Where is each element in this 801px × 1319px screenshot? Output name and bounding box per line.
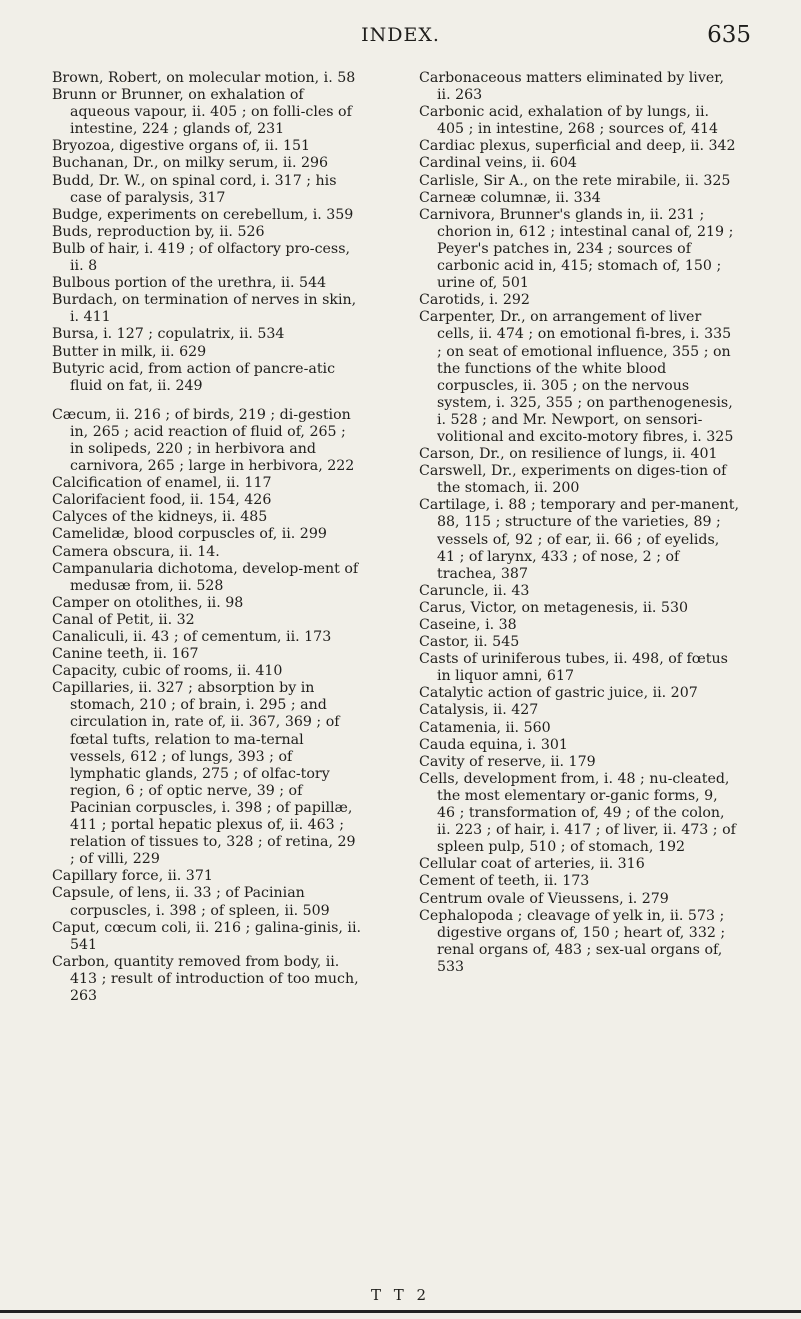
right-column xyxy=(419,70,739,976)
index-entry: Capacity, cubic of rooms, ii. 410 xyxy=(52,663,283,680)
index-entry: Calorifacient food, ii. 154, 426 xyxy=(52,492,272,509)
signature-mark: T T 2 xyxy=(370,1286,431,1304)
index-entry: Calyces of the kidneys, ii. 485 xyxy=(52,509,268,526)
index-entry: Buds, reproduction by, ii. 526 xyxy=(52,223,265,240)
index-entry: Cardiac plexus, superficial and deep, ii. 342 xyxy=(419,138,736,155)
index-entry: Carpenter, Dr., on arrangement of liver cells, ii. 474 ; on emotional fi-bres, i. 335 ; on seat of emotional influence, 355 ; on the functions of the white blood corpuscles, ii. 305 ; on the nervous system, i. 325, 355 ; on parthenogenesis, i. 528 ; and Mr. Newport, on sensori-volitional and excito-motory fibres, i. 325 xyxy=(419,309,734,445)
index-entry: Burdach, on termination of nerves in skin, i. 411 xyxy=(52,292,357,326)
index-entry: Canaliculi, ii. 43 ; of cementum, ii. 173 xyxy=(52,629,332,645)
index-entry: Catamenia, ii. 560 xyxy=(419,719,551,736)
index-entry: Caput, cœcum coli, ii. 216 ; galina-ginis, ii. 541 xyxy=(52,919,362,953)
index-entry: Bryozoa, digestive organs of, ii. 151 xyxy=(52,138,311,155)
index-entry: Carus, Victor, on metagenesis, ii. 530 xyxy=(419,599,688,616)
index-entry: Carnivora, Brunner's glands in, ii. 231 ; chorion in, 612 ; intestinal canal of, 219 ; Peyer's patches in, 234 ; sources of carbonic acid in, 415; stomach of, 150 ; urine of, 501 xyxy=(419,206,734,292)
index-entry: Carbon, quantity removed from body, ii. 413 ; result of introduction of too much, 263 xyxy=(52,953,359,1004)
index-entry: Casts of uriniferous tubes, ii. 498, of fœtus in liquor amni, 617 xyxy=(419,651,728,685)
index-entry: Carlisle, Sir A., on the rete mirabile, ii. 325 xyxy=(419,172,731,189)
index-entry: Cartilage, i. 88 ; temporary and per-manent, 88, 115 ; structure of the varieties, 89 ; vessels of, 92 ; of ear, ii. 66 ; of eyelids, 41 ; of larynx, 433 ; of nose, 2 ; of trachea, 387 xyxy=(419,497,739,582)
index-entry: Cavity of reserve, ii. 179 xyxy=(419,753,596,770)
index-entry: Cellular coat of arteries, ii. 316 xyxy=(419,856,645,873)
index-entry: Castor, ii. 545 xyxy=(419,634,520,651)
index-entry: Camper on otolithes, ii. 98 xyxy=(52,594,244,611)
index-entry: Butyric acid, from action of pancre-atic fluid on fat, ii. 249 xyxy=(52,360,336,394)
index-entry: Canine teeth, ii. 167 xyxy=(52,646,199,663)
index-entry: Calcification of enamel, ii. 117 xyxy=(52,475,272,492)
index-entry: Caseine, i. 38 xyxy=(419,617,517,633)
page-number: 635 xyxy=(707,22,751,48)
index-entry: Brunn or Brunner, on exhalation of aqueous vapour, ii. 405 ; on folli-cles of intestine, 224 ; glands of, 231 xyxy=(52,87,352,138)
index-entry: Cæcum, ii. 216 ; of birds, 219 ; di-gestion in, 265 ; acid reaction of fluid of, 265 ; in solipeds, 220 ; in herbivora and carnivora, 265 ; large in herbivora, 222 xyxy=(52,406,355,475)
index-entry: Budd, Dr. W., on spinal cord, i. 317 ; his case of paralysis, 317 xyxy=(52,172,337,206)
index-entry: Catalysis, ii. 427 xyxy=(419,702,539,719)
index-entry: Carotids, i. 292 xyxy=(419,292,530,309)
index-entry: Capillaries, ii. 327 ; absorption by in stomach, 210 ; of brain, i. 295 ; and circulation in, rate of, ii. 367, 369 ; of fœtal tufts, relation to ma-ternal vessels, 612 ; of lungs, 393 ; of lymphatic glands, 275 ; of olfac-tory region, 6 ; of optic nerve, 39 ; of Pacinian corpuscles, i. 398 ; of papillæ, 411 ; portal hepatic plexus of, ii. 463 ; relation of tissues to, 328 ; of retina, 29 ; of villi, 229 xyxy=(52,680,356,868)
bottom-rule xyxy=(0,1310,801,1313)
index-entry: Buchanan, Dr., on milky serum, ii. 296 xyxy=(52,155,329,172)
index-entry: Bulb of hair, i. 419 ; of olfactory pro-cess, ii. 8 xyxy=(52,240,351,275)
index-entry: Budge, experiments on cerebellum, i. 359 xyxy=(52,206,354,223)
running-title: INDEX. xyxy=(361,24,440,46)
index-entry: Cephalopoda ; cleavage of yelk in, ii. 573 ; digestive organs of, 150 ; heart of, 332 ; renal organs of, 483 ; sex-ual organs of, 533 xyxy=(419,907,726,975)
index-entry: Bulbous portion of the urethra, ii. 544 xyxy=(52,275,327,292)
index-entry: Capsule, of lens, ii. 33 ; of Pacinian corpuscles, i. 398 ; of spleen, ii. 509 xyxy=(52,885,330,919)
index-entry: Carbonic acid, exhalation of by lungs, ii. 405 ; in intestine, 268 ; sources of, 414 xyxy=(419,104,719,138)
index-entry: Cells, development from, i. 48 ; nu-cleated, the most elementary or-ganic forms, 9, 46 ; transformation of, 49 ; of the colon, ii. 223 ; of hair, i. 417 ; of liver, ii. 473 ; of spleen pulp, 510 ; of stomach, 192 xyxy=(419,770,736,856)
index-entry: Carson, Dr., on resilience of lungs, ii. 401 xyxy=(419,446,718,463)
index-entry: Campanularia dichotoma, develop-ment of medusæ from, ii. 528 xyxy=(52,560,359,594)
index-entry: Brown, Robert, on molecular motion, i. 58 xyxy=(52,70,356,86)
index-entry: Butter in milk, ii. 629 xyxy=(52,343,207,360)
index-entry: Camera obscura, ii. 14. xyxy=(52,543,220,560)
index-entry: Capillary force, ii. 371 xyxy=(52,868,213,885)
index-entry: Cement of teeth, ii. 173 xyxy=(419,873,590,890)
left-column xyxy=(52,70,362,1005)
index-entry: Catalytic action of gastric juice, ii. 207 xyxy=(419,685,698,702)
index-entry: Canal of Petit, ii. 32 xyxy=(52,611,195,628)
index-entry: Centrum ovale of Vieussens, i. 279 xyxy=(419,890,669,907)
index-entry: Camelidæ, blood corpuscles of, ii. 299 xyxy=(52,526,327,543)
index-entry: Carneæ columnæ, ii. 334 xyxy=(419,189,601,206)
index-entry: Carbonaceous matters eliminated by liver, ii. 263 xyxy=(419,70,724,104)
index-entry: Cardinal veins, ii. 604 xyxy=(419,155,577,172)
index-entry: Carswell, Dr., experiments on diges-tion of the stomach, ii. 200 xyxy=(419,463,727,497)
page-header xyxy=(0,22,801,54)
index-entry: Cauda equina, i. 301 xyxy=(419,736,568,753)
index-entry: Caruncle, ii. 43 xyxy=(419,582,530,599)
index-entry: Bursa, i. 127 ; copulatrix, ii. 534 xyxy=(52,326,285,343)
